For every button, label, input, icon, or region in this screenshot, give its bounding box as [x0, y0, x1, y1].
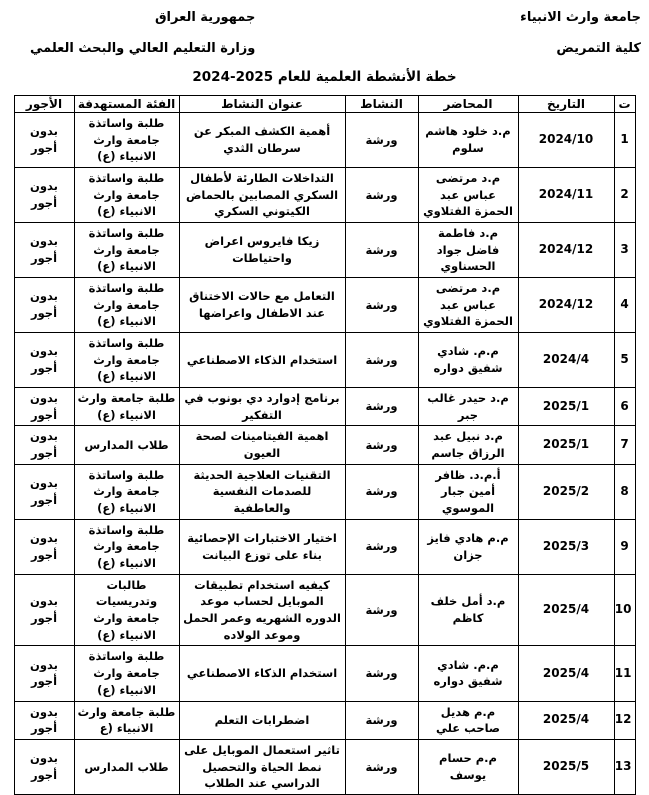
cell-fees: بدون أجور — [14, 739, 74, 794]
document-title: خطة الأنشطة العلمية للعام 2025-2024 — [192, 69, 457, 85]
table-row — [14, 278, 635, 333]
cell-activity_type: ورشة — [345, 646, 418, 701]
cell-date: 2025/3 — [518, 519, 614, 574]
cell-activity_title: كيفيه استخدام تطبيقات الموبايل لحساب موعد الدوره الشهريه وعمر الحمل وموعد الولاده — [179, 574, 345, 646]
cell-no: 5 — [614, 333, 635, 388]
university-name: جامعة وارث الانبياء — [520, 10, 641, 25]
table-header-row — [14, 96, 635, 113]
cell-no: 4 — [614, 278, 635, 333]
cell-lecturer: م.م. شادي شفيق دواره — [418, 333, 518, 388]
cell-activity_type: ورشة — [345, 333, 418, 388]
cell-activity_title: التداخلات الطارئة لأطفال السكري المصابين بالحماض الكيتوني السكري — [179, 168, 345, 223]
country-name: جمهورية العراق — [154, 10, 256, 25]
cell-no: 1 — [614, 113, 635, 168]
cell-no: 2 — [614, 168, 635, 223]
document-header — [0, 0, 649, 58]
cell-activity_title: اهمية الفيتامينات لصحة العيون — [179, 426, 345, 464]
cell-date: 2024/4 — [518, 333, 614, 388]
cell-activity_type: ورشة — [345, 574, 418, 646]
cell-fees: بدون أجور — [14, 519, 74, 574]
table-row — [14, 168, 635, 223]
table-row — [14, 646, 635, 701]
cell-activity_title: استخدام الذكاء الاصطناعي — [179, 333, 345, 388]
cell-date: 2025/1 — [518, 426, 614, 464]
cell-fees: بدون أجور — [14, 701, 74, 739]
table-row — [14, 333, 635, 388]
cell-fees: بدون أجور — [14, 168, 74, 223]
cell-fees: بدون أجور — [14, 426, 74, 464]
cell-activity_type: ورشة — [345, 388, 418, 426]
cell-activity_type: ورشة — [345, 113, 418, 168]
col-header-lecturer: المحاضر — [418, 96, 518, 113]
ministry-name: وزارة التعليم العالي والبحث العلمي — [30, 41, 256, 56]
table-row — [14, 426, 635, 464]
cell-target_group: طلبة واساتذة جامعة وارث الانبياء (ع) — [74, 223, 179, 278]
cell-activity_type: ورشة — [345, 464, 418, 519]
cell-target_group: طلبة واساتذة جامعة وارث الانبياء (ع) — [74, 464, 179, 519]
cell-target_group: طلاب المدارس — [74, 739, 179, 794]
cell-no: 12 — [614, 701, 635, 739]
cell-date: 2025/5 — [518, 739, 614, 794]
cell-date: 2025/4 — [518, 701, 614, 739]
header-right-block — [520, 9, 641, 58]
table-row — [14, 701, 635, 739]
cell-lecturer: م.د أمل خلف كاظم — [418, 574, 518, 646]
cell-no: 7 — [614, 426, 635, 464]
table-row — [14, 574, 635, 646]
cell-fees: بدون أجور — [14, 278, 74, 333]
cell-activity_title: تاثير استعمال الموبايل على نمط الحياة والتحصيل الدراسي عند الطلاب — [179, 739, 345, 794]
cell-date: 2024/10 — [518, 113, 614, 168]
cell-target_group: طلبة جامعة وارث الانبياء (ع) — [74, 388, 179, 426]
cell-activity_type: ورشة — [345, 701, 418, 739]
cell-activity_title: التقنيات العلاجية الحديثة للصدمات النفسية والعاطفية — [179, 464, 345, 519]
cell-activity_type: ورشة — [345, 168, 418, 223]
cell-activity_type: ورشة — [345, 739, 418, 794]
activities-table — [14, 95, 636, 795]
cell-target_group: طلبة واساتذة جامعة وارث الانبياء (ع) — [74, 113, 179, 168]
cell-activity_title: اضطرابات التعلم — [179, 701, 345, 739]
activities-tbody — [14, 113, 635, 795]
cell-activity_type: ورشة — [345, 426, 418, 464]
header-left-block — [30, 9, 255, 58]
col-header-target_group: الفئة المستهدفة — [74, 96, 179, 113]
cell-fees: بدون أجور — [14, 646, 74, 701]
table-row — [14, 223, 635, 278]
cell-lecturer: أ.م.د. ظافر أمين جبار الموسوي — [418, 464, 518, 519]
col-header-activity_title: عنوان النشاط — [179, 96, 345, 113]
cell-no: 6 — [614, 388, 635, 426]
cell-no: 9 — [614, 519, 635, 574]
cell-date: 2024/11 — [518, 168, 614, 223]
cell-target_group: طلبة جامعة وارث الانبياء (ع — [74, 701, 179, 739]
cell-fees: بدون أجور — [14, 388, 74, 426]
cell-fees: بدون أجور — [14, 113, 74, 168]
cell-date: 2024/12 — [518, 223, 614, 278]
cell-lecturer: م.م هادي فايز جزان — [418, 519, 518, 574]
cell-no: 11 — [614, 646, 635, 701]
cell-lecturer: م.د مرتضى عباس عبد الحمزة الفتلاوي — [418, 168, 518, 223]
col-header-activity_type: النشاط — [345, 96, 418, 113]
cell-activity_type: ورشة — [345, 223, 418, 278]
cell-lecturer: م.د فاطمة فاضل جواد الحسناوي — [418, 223, 518, 278]
table-row — [14, 739, 635, 794]
cell-lecturer: م.م حسام يوسف — [418, 739, 518, 794]
cell-no: 3 — [614, 223, 635, 278]
cell-no: 13 — [614, 739, 635, 794]
cell-fees: بدون أجور — [14, 574, 74, 646]
cell-target_group: طلبة واساتذة جامعة وارث الانبياء (ع) — [74, 278, 179, 333]
table-row — [14, 464, 635, 519]
cell-activity_title: برنامج إدوارد دي بونوب في التفكير — [179, 388, 345, 426]
cell-target_group: طلبة واساتذة جامعة وارث الانبياء (ع) — [74, 333, 179, 388]
col-header-no: ت — [614, 96, 635, 113]
cell-date: 2025/1 — [518, 388, 614, 426]
cell-activity_title: زيكا فايروس اعراض واحتياطات — [179, 223, 345, 278]
table-row — [14, 519, 635, 574]
cell-activity_title: أهمية الكشف المبكر عن سرطان الثدي — [179, 113, 345, 168]
cell-target_group: طالبات وتدريسيات جامعة وارث الانبياء (ع) — [74, 574, 179, 646]
cell-target_group: طلبة واساتذة جامعة وارث الانبياء (ع) — [74, 168, 179, 223]
cell-activity_title: اختيار الاختبارات الإحصائية بناء على توزع البيانت — [179, 519, 345, 574]
cell-activity_title: التعامل مع حالات الاختناق عند الاطفال واعراضها — [179, 278, 345, 333]
table-row — [14, 113, 635, 168]
cell-fees: بدون أجور — [14, 464, 74, 519]
cell-lecturer: م.د خلود هاشم سلوم — [418, 113, 518, 168]
cell-target_group: طلبة واساتذة جامعة وارث الانبياء (ع) — [74, 519, 179, 574]
cell-no: 10 — [614, 574, 635, 646]
cell-activity_title: استخدام الذكاء الاصطناعي — [179, 646, 345, 701]
cell-date: 2025/2 — [518, 464, 614, 519]
cell-date: 2025/4 — [518, 574, 614, 646]
cell-activity_type: ورشة — [345, 519, 418, 574]
cell-target_group: طلبة واساتذة جامعة وارث الانبياء (ع) — [74, 646, 179, 701]
table-row — [14, 388, 635, 426]
cell-date: 2025/4 — [518, 646, 614, 701]
cell-lecturer: م.د نبيل عبد الرزاق جاسم — [418, 426, 518, 464]
cell-lecturer: م.م هديل صاحب علي — [418, 701, 518, 739]
college-name: كلية التمريض — [556, 41, 641, 56]
cell-target_group: طلاب المدارس — [74, 426, 179, 464]
cell-date: 2024/12 — [518, 278, 614, 333]
col-header-fees: الأجور — [14, 96, 74, 113]
cell-no: 8 — [614, 464, 635, 519]
cell-activity_type: ورشة — [345, 278, 418, 333]
cell-fees: بدون أجور — [14, 223, 74, 278]
cell-lecturer: م.م. شادي شفيق دواره — [418, 646, 518, 701]
cell-fees: بدون أجور — [14, 333, 74, 388]
cell-lecturer: م.د حيدر غالب جبر — [418, 388, 518, 426]
col-header-date: التاريخ — [518, 96, 614, 113]
cell-lecturer: م.د مرتضى عباس عبد الحمزة الفتلاوي — [418, 278, 518, 333]
